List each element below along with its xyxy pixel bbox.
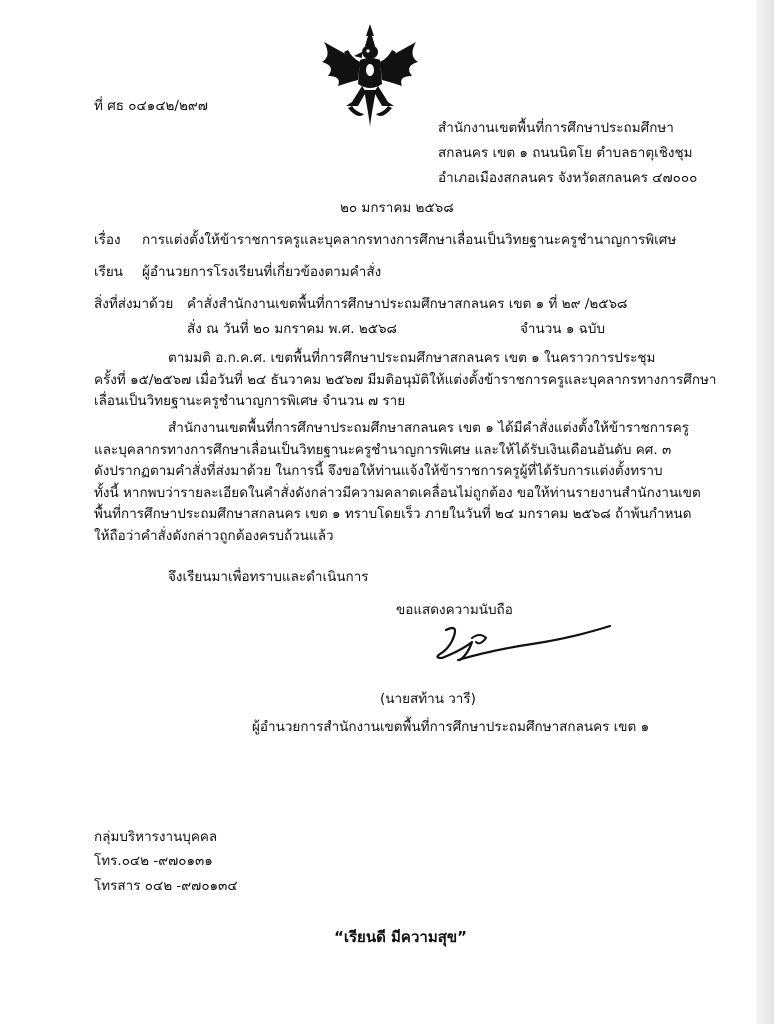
paragraph-line: ครั้งที่ ๑๕/๒๕๖๗ เมื่อวันที่ ๒๔ ธันวาคม ๒๕๖๗ มีมติอนุมัติให้แต่งตั้งข้าราชการครูและบุคลากรทางการศึกษา xyxy=(94,371,717,388)
subject-text: การแต่งตั้งให้ข้าราชการครูและบุคลากรทางการศึกษาเลื่อนเป็นวิทยฐานะครูชำนาญการพิเศษ xyxy=(142,232,677,248)
to-label: เรียน xyxy=(94,264,124,280)
office-address-line-2: สกลนคร เขต ๑ ถนนนิตโย ตำบลธาตุเชิงชุม xyxy=(438,145,693,161)
letter-date: ๒๐ มกราคม ๒๕๖๘ xyxy=(340,200,454,216)
salutation: ขอแสดงความนับถือ xyxy=(396,602,513,618)
office-address-line-1: สำนักงานเขตพื้นที่การศึกษาประถมศึกษา xyxy=(438,120,674,136)
paragraph-line: ให้ถือว่าคำสั่งดังกล่าวถูกต้องครบถ้วนแล้ว xyxy=(94,527,334,544)
signer-title: ผู้อำนวยการสำนักงานเขตพื้นที่การศึกษาประถมศึกษาสกลนคร เขต ๑ xyxy=(252,719,650,735)
reference-number: ที่ ศธ ๐๔๑๔๒/๒๙๗ xyxy=(94,98,208,114)
fax-number: โทรสาร ๐๔๒ -๙๗๐๑๓๔ xyxy=(94,878,238,894)
body-paragraph-1 xyxy=(94,348,717,413)
paragraph-line: ทั้งนี้ หากพบว่ารายละเอียดในคำสั่งดังกล่าวมีความคลาดเคลื่อนไม่ถูกต้อง ขอให้ท่านรายงานสำนักงานเขต xyxy=(94,484,701,501)
body-paragraph-2 xyxy=(94,418,701,547)
enclosure-label: สิ่งที่ส่งมาด้วย xyxy=(94,296,174,312)
page-edge xyxy=(756,0,774,1024)
paragraph-line: ตามมติ อ.ก.ค.ศ. เขตพื้นที่การศึกษาประถมศึกษาสกลนคร เขต ๑ ในคราวการประชุม xyxy=(168,350,656,366)
signer-name: (นายสท้าน วารี) xyxy=(380,691,476,707)
enclosure-line-1: คำสั่งสำนักงานเขตพื้นที่การศึกษาประถมศึกษาสกลนคร เขต ๑ ที่ ๒๙ /๒๕๖๘ xyxy=(187,296,628,312)
subject-label: เรื่อง xyxy=(94,232,121,248)
office-address-line-3: อำเภอเมืองสกลนคร จังหวัดสกลนคร ๔๗๐๐๐ xyxy=(438,170,698,186)
paragraph-line: สำนักงานเขตพื้นที่การศึกษาประถมศึกษาสกลนคร เขต ๑ ได้มีคำสั่งแต่งตั้งให้ข้าราชการครู xyxy=(168,420,690,436)
motto: “เรียนดี มีความสุข” xyxy=(334,928,467,946)
enclosure-line-2: สั่ง ณ วันที่ ๒๐ มกราคม พ.ศ. ๒๕๖๘ xyxy=(187,321,397,337)
paragraph-line: เลื่อนเป็นวิทยฐานะครูชำนาญการพิเศษ จำนวน ๗ ราย xyxy=(94,393,406,409)
paragraph-line: พื้นที่การศึกษาประถมศึกษาสกลนคร เขต ๑ ทราบโดยเร็ว ภายในวันที่ ๒๔ มกราคม ๒๕๖๘ ถ้าพ้นกำหนด xyxy=(94,506,692,522)
department-name: กลุ่มบริหารงานบุคคล xyxy=(94,829,218,845)
garuda-emblem-icon xyxy=(318,22,422,130)
handwritten-signature xyxy=(432,620,612,668)
phone-number: โทร.๐๔๒ -๙๗๐๑๓๑ xyxy=(94,853,213,869)
paragraph-line: และบุคลากรทางการศึกษาเลื่อนเป็นวิทยฐานะครูชำนาญการพิเศษ และให้ได้รับเงินเดือนอันดับ คศ. ๓ xyxy=(94,441,672,458)
enclosure-quantity: จำนวน ๑ ฉบับ xyxy=(520,321,606,337)
paragraph-line: ดังปรากฏตามคำสั่งที่ส่งมาด้วย ในการนี้ จึงขอให้ท่านแจ้งให้ข้าราชการครูผู้ที่ได้รับการแต่งตั้งทราบ xyxy=(94,463,663,479)
to-text: ผู้อำนวยการโรงเรียนที่เกี่ยวข้องตามคำสั่ง xyxy=(142,264,382,280)
closing-request: จึงเรียนมาเพื่อทราบและดำเนินการ xyxy=(168,569,369,585)
